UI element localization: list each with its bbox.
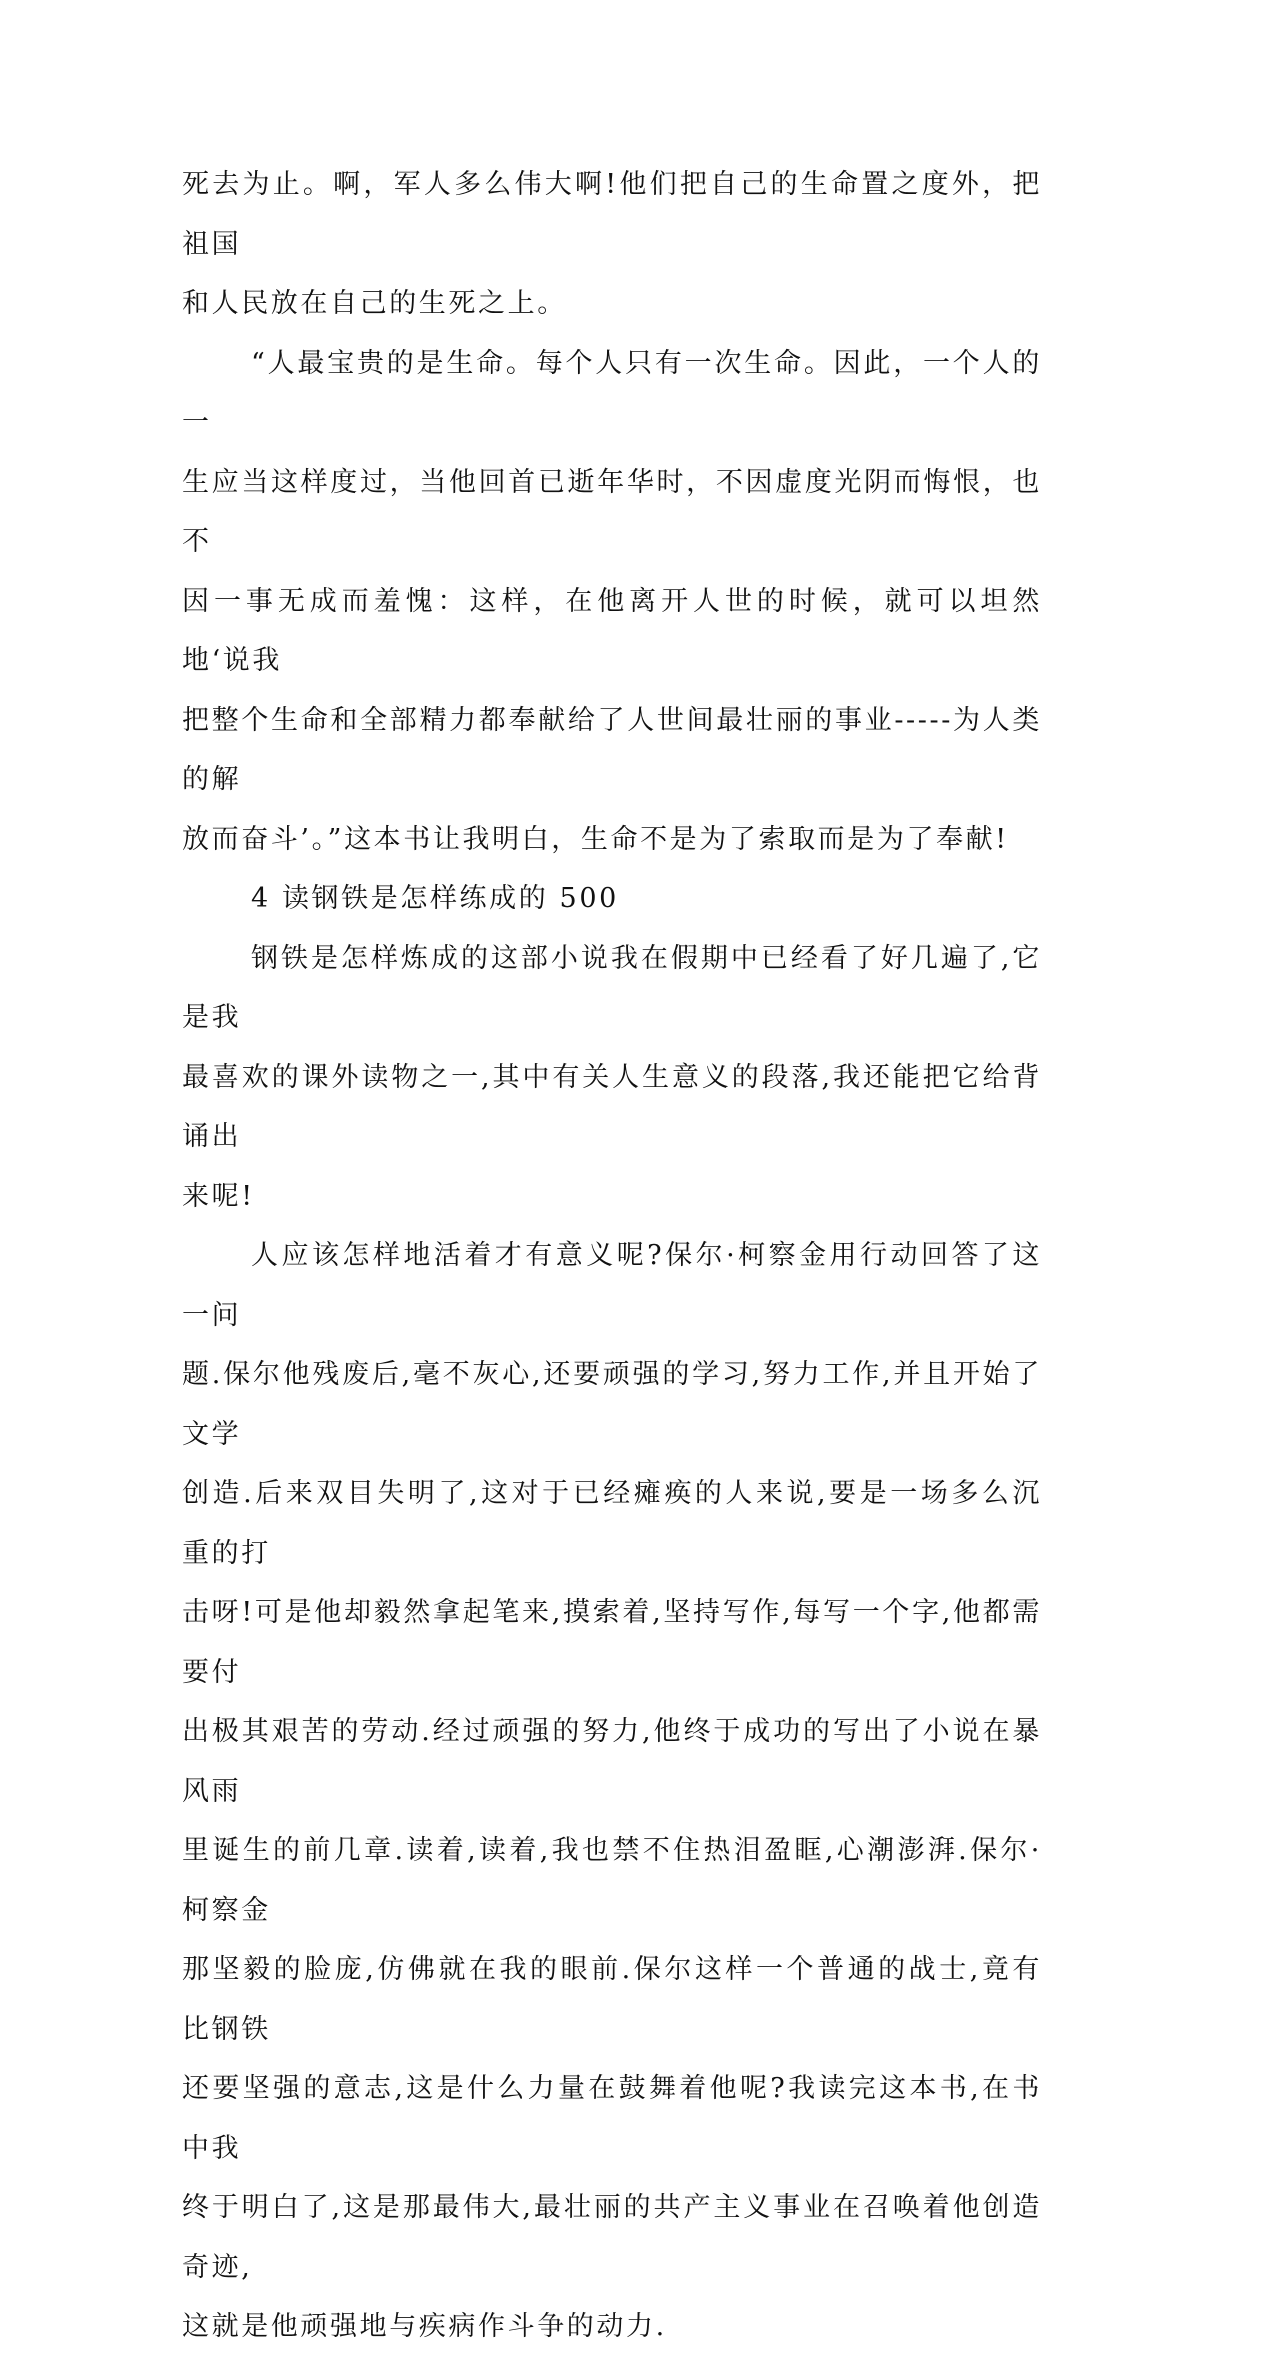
document-body — [182, 155, 1042, 2357]
paragraph-main: 人应该怎样地活着才有意义呢?保尔·柯察金用行动回答了这一问 题.保尔他残废后,毫不灰心,还要顽强的学习,努力工作,并且开始了文学 创造.后来双目失明了,这对于已经瘫痪的人来说,要是一场多么沉重的打 击呀!可是他却毅然拿起笔来,摸索着,坚持写作,每写一个字,他都需要付 出极其艰苦的劳动.经过顽强的努力,他终于成功的写出了小说在暴风雨 里诞生的前几章.读着,读着,我也禁不住热泪盈眶,心潮澎湃.保尔·柯察金 那坚毅的脸庞,仿佛就在我的眼前.保尔这样一个普通的战士,竟有比钢铁 还要坚强的意志,这是什么力量在鼓舞着他呢?我读完这本书,在书中我 终于明白了,这是那最伟大,最壮丽的共产主义事业在召唤着他创造奇迹, 这就是他顽强地与疾病作斗争的动力. — [182, 1240, 1042, 2342]
paragraph-quote: “人最宝贵的是生命。每个人只有一次生命。因此，一个人的一 生应当这样度过，当他回首已逝年华时，不因虚度光阴而悔恨，也不 因一事无成而羞愧：这样，在他离开人世的时候，就可以坦然地‘说我 把整个生命和全部精力都奉献给了人世间最壮丽的事业-----为人类的解 放而奋斗’。”这本书让我明白，生命不是为了索取而是为了奉献! — [182, 347, 1042, 855]
paragraph-intro: 钢铁是怎样炼成的这部小说我在假期中已经看了好几遍了,它是我 最喜欢的课外读物之一,其中有关人生意义的段落,我还能把它给背诵出 来呢! — [182, 942, 1042, 1212]
paragraph-continuation: 死去为止。啊，军人多么伟大啊!他们把自己的生命置之度外，把祖国 和人民放在自己的生死之上。 — [182, 169, 1042, 319]
section-heading: 4 读钢铁是怎样练成的 500 — [251, 883, 619, 914]
